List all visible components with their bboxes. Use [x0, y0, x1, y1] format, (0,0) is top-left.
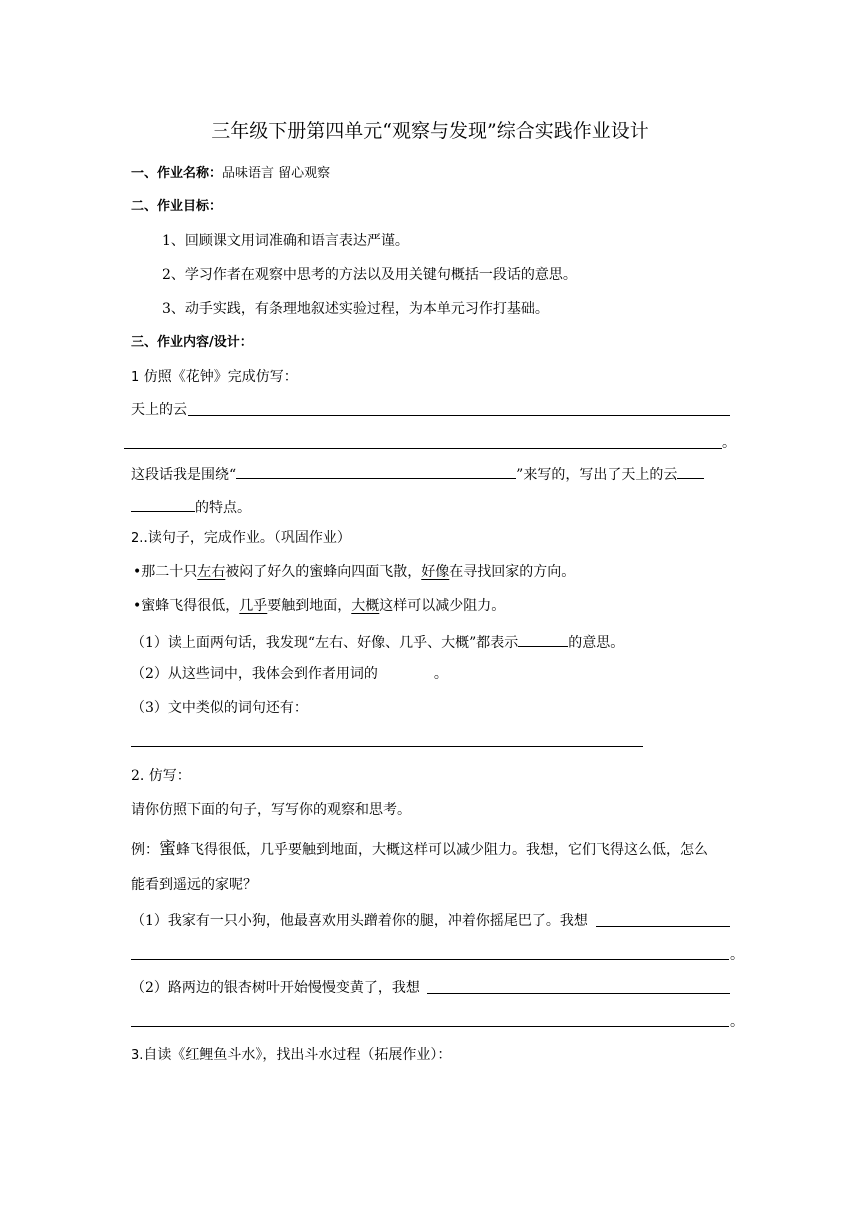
bullet-icon: • — [133, 598, 142, 614]
goal-item: 1、回顾课文用词准确和语言表达严谨。 — [162, 233, 409, 249]
section-name-label: 一、作业名称： — [131, 166, 223, 181]
section-goals-label: 二、作业目标： — [131, 199, 223, 214]
q2-sentence-1 — [133, 563, 575, 581]
q2-item-1-text: （1）读上面两句话，我发现“左右、好像、几乎、大概”都表示 — [131, 635, 519, 651]
goal-item: 3、动手实践，有条理地叙述实验过程，为本单元习作打基础。 — [162, 301, 549, 317]
q2-number: 2. — [131, 531, 144, 546]
q2-heading-text: .读句子，完成作业。（巩固作业） — [143, 530, 351, 546]
q2-sentence-2 — [133, 597, 505, 615]
q3-prompt-2-line-2[interactable] — [131, 1026, 729, 1027]
q2-item-1 — [131, 631, 624, 652]
q1-feature-blank[interactable] — [677, 463, 704, 479]
q1-topic-blank[interactable] — [236, 463, 516, 479]
q1-summary-b: ”来写的，写出了天上的云 — [516, 467, 678, 483]
sentence-text: 这样可以减少阻力。 — [379, 598, 506, 614]
q3-prompt-1-line[interactable] — [596, 926, 730, 927]
q3-prompt-1-line-2[interactable] — [131, 959, 729, 960]
sentence-text: 那二十只 — [141, 564, 198, 580]
section-content-label: 三、作业内容/设计： — [131, 335, 253, 350]
underlined-word: 左右 — [197, 564, 226, 580]
q1-feature-blank-2[interactable] — [131, 496, 195, 512]
q2-item-2 — [131, 665, 448, 683]
q2-item-1-end: 的意思。 — [568, 635, 625, 651]
q3-example-first-char: 蜜 — [159, 839, 176, 859]
q3-period: 。 — [730, 947, 744, 963]
q3-example-label: 例： — [131, 842, 159, 858]
q2-answer-line[interactable] — [131, 746, 643, 747]
q3-example-line-2: 能看到遥远的家呢？ — [131, 877, 257, 893]
sentence-text: 被闷了好久的蜜蜂向四面飞散， — [225, 564, 422, 580]
section-name-row — [131, 164, 330, 183]
section-name-value: 品味语言 留心观察 — [222, 166, 331, 181]
q4-number: 3. — [131, 1048, 144, 1063]
q3-period: 。 — [730, 1014, 744, 1030]
q3-example-line-1 — [131, 840, 708, 859]
q1-summary-row — [131, 463, 704, 484]
q1-summary-c: 的特点。 — [195, 500, 251, 516]
q1-period: 。 — [722, 435, 736, 451]
q3-prompt-2-line[interactable] — [427, 993, 730, 994]
goal-item: 2、学习作者在观察中思考的方法以及用关键句概括一段话的意思。 — [162, 267, 577, 283]
q1-answer-line-2[interactable] — [124, 448, 722, 449]
underlined-word: 几乎 — [239, 598, 268, 614]
q1-line-label: 天上的云 — [131, 402, 187, 418]
q3-heading: 2. 仿写： — [131, 768, 191, 784]
q2-heading — [131, 529, 351, 548]
q1-heading — [131, 368, 298, 387]
q2-item-3: （3）文中类似的词句还有： — [131, 700, 308, 716]
q1-number: 1 — [131, 370, 140, 385]
q3-example-text: 蜂飞得很低，几乎要触到地面，大概这样可以减少阻力。我想，它们飞得这么低，怎么 — [176, 842, 708, 858]
q3-prompt-2: （2）路两边的银杏树叶开始慢慢变黄了，我想 — [131, 980, 420, 996]
q3-intro: 请你仿照下面的句子，写写你的观察和思考。 — [131, 802, 411, 818]
q2-item-2-text: （2）从这些词中，我体会到作者用词的 — [131, 666, 378, 682]
q1-summary-a: 这段话我是围绕“ — [131, 467, 237, 483]
page-title: 三年级下册第四单元“观察与发现”综合实践作业设计 — [211, 120, 649, 142]
q1-heading-text: 仿照《花钟》完成仿写： — [143, 369, 298, 385]
bullet-icon: • — [133, 564, 142, 580]
q2-item-1-blank[interactable] — [518, 631, 568, 647]
q4-heading — [131, 1046, 451, 1065]
q4-heading-text: 自读《红鲤鱼斗水》，找出斗水过程（拓展作业）： — [143, 1047, 452, 1063]
sentence-text: 在寻找回家的方向。 — [449, 564, 576, 580]
q1-summary-row-2 — [131, 496, 251, 517]
sentence-text: 蜜蜂飞得很低， — [141, 598, 240, 614]
sentence-text: 要触到地面， — [267, 598, 352, 614]
underlined-word: 大概 — [351, 598, 380, 614]
q2-item-2-end: 。 — [433, 666, 448, 682]
q3-prompt-1: （1）我家有一只小狗，他最喜欢用头蹭着你的腿，冲着你摇尾巴了。我想 — [131, 913, 588, 929]
q1-answer-line[interactable] — [188, 415, 730, 416]
underlined-word: 好像 — [421, 564, 450, 580]
